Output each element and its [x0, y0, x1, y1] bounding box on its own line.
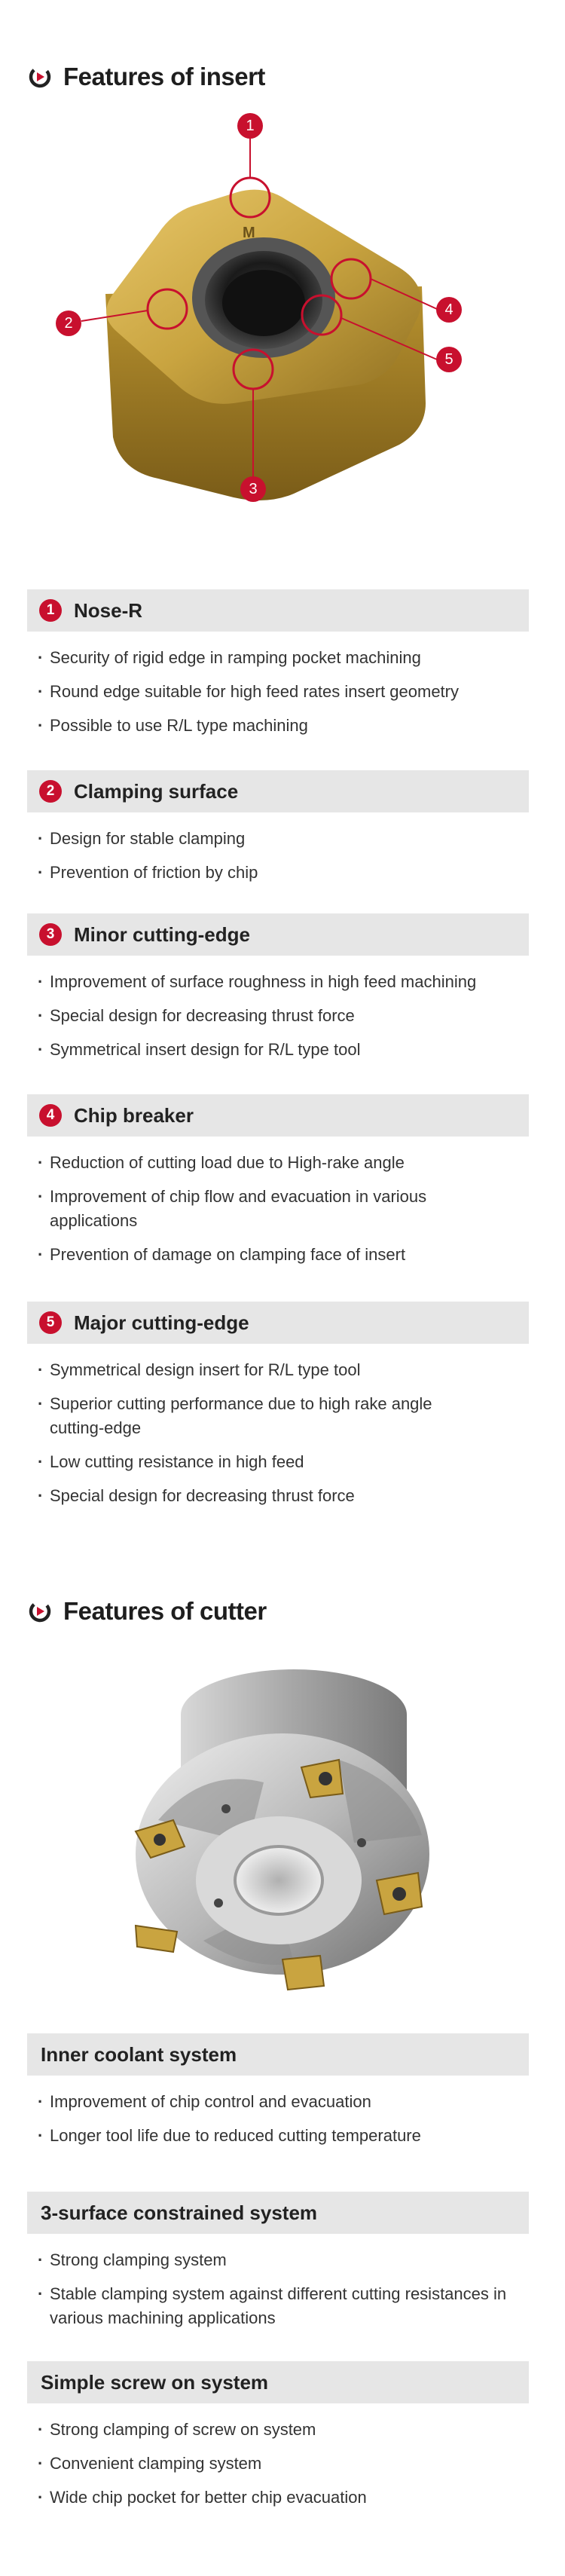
insert-section-title: Features of insert — [63, 63, 265, 90]
section-arrow-icon — [27, 1599, 53, 1624]
list-item: · Convenient clamping system — [35, 2452, 524, 2476]
list-item: · Strong clamping system — [35, 2248, 509, 2272]
feature-title: Clamping surface — [74, 779, 239, 803]
insert-section-heading — [27, 56, 265, 98]
cutter-image — [113, 1654, 460, 2001]
feature-number-badge: 4 — [39, 1104, 62, 1127]
feature-list-inner-coolant — [35, 2090, 524, 2158]
feature-bar-clamping-surface — [27, 770, 529, 812]
feature-list-chip-breaker — [35, 1151, 502, 1277]
callout-1: 1 — [237, 113, 263, 139]
callout-3: 3 — [240, 476, 266, 502]
feature-bar-chip-breaker — [27, 1094, 529, 1137]
cutter-section-heading — [27, 1590, 267, 1632]
list-item: · Possible to use R/L type machining — [35, 714, 524, 738]
list-item: · Superior cutting performance due to high rake angle cutting-edge — [35, 1392, 487, 1440]
list-item: · Symmetrical insert design for R/L type tool — [35, 1038, 524, 1062]
feature-title: Simple screw on system — [41, 2370, 269, 2394]
cutter-insert — [282, 1956, 324, 1990]
feature-list-minor-cutting-edge — [35, 970, 524, 1072]
coolant-hole — [221, 1804, 231, 1813]
list-item: · Special design for decreasing thrust force — [35, 1004, 524, 1028]
callout-4: 4 — [436, 297, 462, 323]
feature-bar-3-surface-constrained — [27, 2192, 529, 2234]
list-item: · Strong clamping of screw on system — [35, 2418, 524, 2442]
list-item: · Reduction of cutting load due to High-rake angle — [35, 1151, 502, 1175]
screw-icon — [392, 1887, 406, 1901]
list-item: · Round edge suitable for high feed rates insert geometry — [35, 680, 524, 704]
list-item: · Special design for decreasing thrust force — [35, 1484, 487, 1508]
feature-title: Minor cutting-edge — [74, 922, 250, 946]
feature-bar-inner-coolant — [27, 2033, 529, 2076]
feature-title: Nose-R — [74, 598, 143, 622]
cutter-section-title: Features of cutter — [63, 1597, 267, 1625]
screw-icon — [319, 1772, 332, 1785]
callout-5: 5 — [436, 347, 462, 372]
list-item: · Prevention of damage on clamping face of insert — [35, 1243, 502, 1267]
list-item: · Design for stable clamping — [35, 827, 524, 851]
list-item: · Wide chip pocket for better chip evacuation — [35, 2486, 524, 2510]
feature-bar-major-cutting-edge — [27, 1302, 529, 1344]
feature-list-3-surface-constrained — [35, 2248, 509, 2340]
feature-title: Inner coolant system — [41, 2042, 237, 2066]
feature-bar-nose-r — [27, 589, 529, 632]
feature-title: 3-surface constrained system — [41, 2201, 318, 2224]
feature-bar-simple-screw-on — [27, 2361, 529, 2403]
list-item: · Improvement of surface roughness in high feed machining — [35, 970, 524, 994]
feature-title: Major cutting-edge — [74, 1311, 249, 1334]
list-item: · Improvement of chip control and evacuation — [35, 2090, 524, 2114]
feature-number-badge: 2 — [39, 780, 62, 803]
feature-number-badge: 5 — [39, 1311, 62, 1334]
list-item: · Stable clamping system against different cutting resistances in various machining applications — [35, 2282, 509, 2330]
list-item: · Symmetrical design insert for R/L type tool — [35, 1358, 487, 1382]
insert-logo-mark: M — [243, 225, 255, 241]
list-item: · Prevention of friction by chip — [35, 861, 524, 885]
list-item: · Improvement of chip flow and evacuation in various applications — [35, 1185, 502, 1233]
cutter-center-bore — [235, 1846, 322, 1914]
list-item: · Longer tool life due to reduced cutting temperature — [35, 2124, 524, 2148]
list-item: · Low cutting resistance in high feed — [35, 1450, 487, 1474]
feature-list-major-cutting-edge — [35, 1358, 487, 1518]
feature-list-simple-screw-on — [35, 2418, 524, 2519]
insert-hole-bore — [222, 270, 305, 336]
insert-diagram — [45, 106, 527, 565]
callout-2: 2 — [56, 311, 81, 336]
feature-title: Chip breaker — [74, 1103, 194, 1127]
feature-number-badge: 3 — [39, 923, 62, 946]
feature-list-nose-r — [35, 646, 524, 748]
coolant-hole — [214, 1898, 223, 1908]
list-item: · Security of rigid edge in ramping pocket machining — [35, 646, 524, 670]
feature-bar-minor-cutting-edge — [27, 913, 529, 956]
feature-number-badge: 1 — [39, 599, 62, 622]
section-arrow-icon — [27, 64, 53, 90]
coolant-hole — [357, 1838, 366, 1847]
feature-list-clamping-surface — [35, 827, 524, 895]
screw-icon — [154, 1834, 166, 1846]
